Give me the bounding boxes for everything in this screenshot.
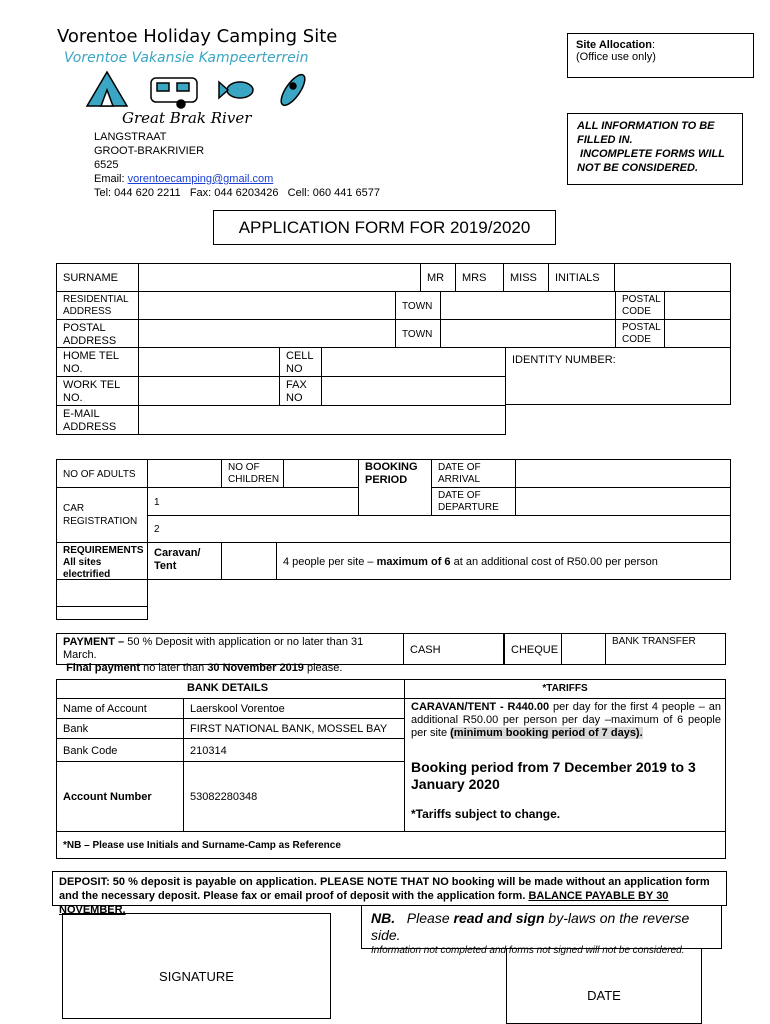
children-input[interactable]	[283, 459, 359, 488]
caravan-icon	[151, 78, 197, 108]
email-label: Email:	[94, 173, 125, 185]
home-tel-label: HOME TEL NO.	[56, 347, 139, 377]
bank-row-value: 210314	[183, 738, 405, 762]
payment-label: PAYMENT –	[63, 636, 125, 648]
note-bold: maximum of 6	[376, 556, 451, 568]
initials-label: INITIALS	[548, 263, 615, 292]
note-text: 4 people per site –	[283, 556, 377, 568]
site-allocation-label: Site Allocation	[576, 39, 652, 51]
nb-line2: Information not completed and forms not signed will not be considered.	[371, 945, 685, 956]
surname-input[interactable]	[138, 263, 421, 292]
tent-icon	[87, 72, 127, 106]
cheque-option[interactable]: CHEQUE	[504, 633, 562, 665]
departure-label: DATE OF DEPARTURE	[431, 487, 516, 516]
home-tel-input[interactable]	[138, 347, 280, 377]
booking-period-text	[411, 759, 711, 793]
email-address-input[interactable]	[138, 405, 506, 435]
location-name: Great Brak River	[122, 109, 252, 127]
bank-row-label: Bank Code	[56, 738, 184, 762]
kayak-icon	[277, 71, 309, 109]
departure-input[interactable]	[515, 487, 731, 516]
surname-label: SURNAME	[56, 263, 139, 292]
post-postal-code-input[interactable]	[664, 319, 731, 348]
tariff-text-part: per day for the first 4 people – an additional R50.00 per person per day –maximum of 6 people per site	[411, 701, 721, 739]
bank-row-label: Account Number	[56, 761, 184, 832]
adults-label: NO OF ADULTS	[56, 459, 148, 488]
post-town-input[interactable]	[440, 319, 616, 348]
work-tel-input[interactable]	[138, 376, 280, 406]
adults-input[interactable]	[147, 459, 222, 488]
tariff-min-booking: (minimum booking period of 7 days).	[450, 727, 643, 739]
office-use-note: (Office use only)	[576, 51, 656, 63]
bank-reference-note: *NB – Please use Initials and Surname-Camp as Reference	[56, 831, 726, 859]
nb-box	[361, 905, 722, 956]
nb-text: by-laws on the reverse side.	[371, 910, 690, 943]
payment-text: 50 % Deposit with application or no later than 31 March.	[63, 636, 364, 661]
final-payment-end: please.	[303, 662, 343, 674]
residential-input[interactable]	[138, 291, 396, 320]
bank-row-value: FIRST NATIONAL BANK, MOSSEL BAY	[183, 718, 405, 739]
email-address-label: E-MAIL ADDRESS	[56, 405, 139, 435]
booking-period-label: BOOKING PERIOD	[358, 459, 432, 516]
period-part: Booking period f	[411, 759, 523, 775]
notice-line: ALL INFORMATION TO BE	[577, 120, 715, 132]
car-registration-label: CAR REGISTRATION	[56, 487, 148, 543]
nb-text: Please	[395, 910, 454, 926]
post-postal-code-label: POSTAL CODE	[615, 319, 665, 348]
note-text: at an additional cost of R50.00 per person	[450, 556, 658, 568]
cash-option[interactable]: CASH	[403, 633, 504, 665]
bank-details-heading: BANK DETAILS	[56, 679, 405, 699]
requirements-extra-2[interactable]	[56, 606, 148, 620]
notice-line: INCOMPLETE FORMS WILL	[577, 148, 725, 160]
deposit-text: DEPOSIT: 50 % deposit is payable on application. PLEASE NOTE THAT NO booking will be made without an application form and the necessary deposit. Please fax or email proof of deposit with the application form.	[59, 876, 710, 902]
tariffs-change-note: *Tariffs subject to change.	[411, 807, 561, 821]
camping-icons	[85, 70, 315, 110]
notice-line: FILLED IN.	[577, 134, 633, 146]
caravan-tent-checkbox[interactable]	[221, 542, 277, 580]
final-payment-label: Final payment	[66, 662, 141, 674]
res-postal-code-label: POSTAL CODE	[615, 291, 665, 320]
postal-address-label: POSTAL ADDRESS	[56, 319, 139, 348]
email-line	[94, 173, 273, 185]
final-payment-date: 30 November 2019	[207, 662, 304, 674]
fax-input[interactable]	[321, 376, 506, 406]
car-1-input[interactable]: 1	[147, 487, 359, 516]
caravan-tent-label: Caravan/ Tent	[147, 542, 222, 580]
children-label: NO OF CHILDREN	[221, 459, 284, 488]
bank-transfer-option[interactable]: BANK TRANSFER	[605, 633, 726, 665]
site-subtitle: Vorentoe Vakansie Kampeerterrein	[64, 50, 309, 66]
arrival-input[interactable]	[515, 459, 731, 488]
final-payment-text: no later than	[140, 662, 208, 674]
title-mr[interactable]: MR	[420, 263, 456, 292]
payment-info	[56, 633, 404, 674]
tariff-text	[411, 701, 721, 740]
notice-box	[567, 113, 743, 185]
form-title-box: APPLICATION FORM FOR 2019/2020	[213, 210, 556, 245]
postal-address-input[interactable]	[138, 319, 396, 348]
residential-label: RESIDENTIAL ADDRESS	[56, 291, 139, 320]
deposit-balance: BALANCE PAYABLE BY 30 NOVEMBER.	[59, 890, 669, 916]
post-town-label: TOWN	[395, 319, 441, 348]
site-title: Vorentoe Holiday Camping Site	[57, 26, 338, 47]
nb-label: NB.	[371, 910, 396, 926]
cheque-checkbox[interactable]	[561, 633, 606, 665]
people-per-site-note	[276, 542, 731, 580]
notice-line: NOT BE CONSIDERED.	[577, 162, 699, 174]
res-town-label: TOWN	[395, 291, 441, 320]
bank-row-label: Name of Account	[56, 698, 184, 719]
res-town-input[interactable]	[440, 291, 616, 320]
cell-input[interactable]	[321, 347, 506, 377]
bank-row-value: 53082280348	[183, 761, 405, 832]
identity-label: IDENTITY NUMBER:	[505, 347, 731, 405]
period-part: rom 7 December 2019 to 3 January 2020	[411, 759, 696, 792]
bank-row-label: Bank	[56, 718, 184, 739]
work-tel-label: WORK TEL NO.	[56, 376, 139, 406]
requirements-extra-1[interactable]	[56, 579, 148, 607]
fax-label: FAX NO	[279, 376, 322, 406]
date-field[interactable]: DATE	[506, 948, 702, 1024]
cell-label: CELL NO	[279, 347, 322, 377]
tariffs-heading: *TARIFFS	[404, 679, 726, 699]
car-2-input[interactable]: 2	[147, 515, 731, 543]
signature-field[interactable]: SIGNATURE	[62, 913, 331, 1019]
fish-icon	[219, 82, 253, 98]
email-link[interactable]: vorentoecamping@gmail.com	[127, 173, 274, 185]
site-allocation-box: Site Allocation: (Office use only)	[567, 33, 754, 78]
address-line-1: LANGSTRAAT	[94, 131, 167, 143]
title-mrs[interactable]: MRS	[455, 263, 504, 292]
initials-input[interactable]	[614, 263, 731, 292]
title-miss[interactable]: MISS	[503, 263, 549, 292]
address-line-2: GROOT-BRAKRIVIER	[94, 145, 205, 157]
tariff-bold: CARAVAN/TENT - R440.00	[411, 701, 550, 713]
phone-line: Tel: 044 620 2211 Fax: 044 6203426 Cell: 060 441 6577	[94, 187, 381, 199]
arrival-label: DATE OF ARRIVAL	[431, 459, 516, 488]
address-line-3: 6525	[94, 159, 119, 171]
bank-row-value: Laerskool Vorentoe	[183, 698, 405, 719]
res-postal-code-input[interactable]	[664, 291, 731, 320]
deposit-note	[52, 871, 727, 916]
nb-bold: read and sign	[453, 910, 545, 926]
requirements-label: REQUIREMENTS All sites electrified	[56, 542, 148, 580]
